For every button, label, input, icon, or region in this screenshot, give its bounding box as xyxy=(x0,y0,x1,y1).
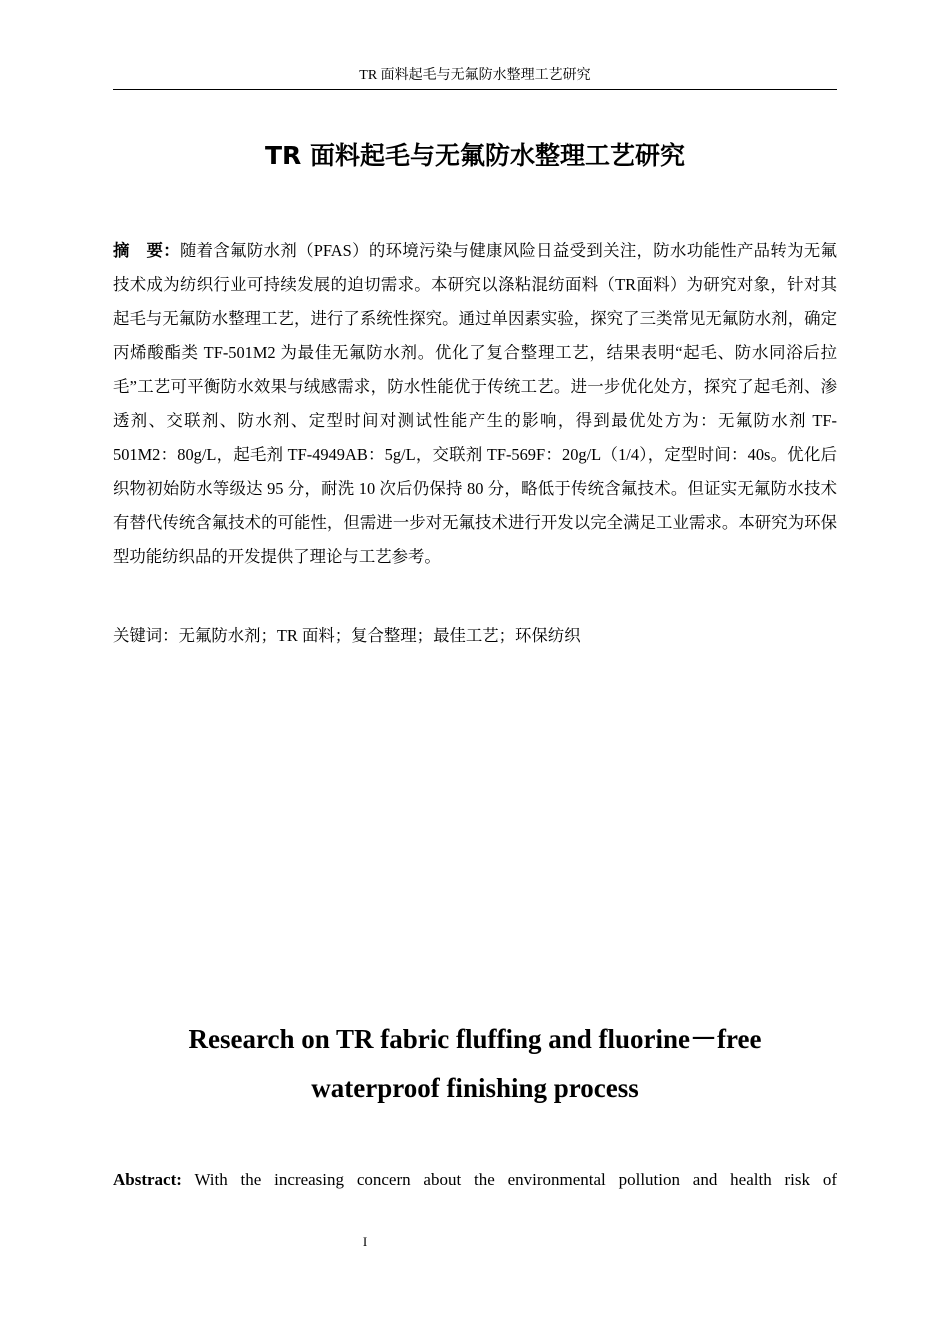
page-number: I xyxy=(362,1234,368,1249)
english-title xyxy=(113,1015,837,1113)
chinese-abstract-text: 随着含氟防水剂（PFAS）的环境污染与健康风险日益受到关注，防水功能性产品转为无氟技术成为纺织行业可持续发展的迫切需求。本研究以涤粘混纺面料（TR面料）为研究对象，针对其起毛与无氟防水整理工艺，进行了系统性探究。通过单因素实验，探究了三类常见无氟防水剂，确定丙烯酸酯类 TF-501M2 为最佳无氟防水剂。优化了复合整理工艺，结果表明“起毛、防水同浴后拉毛”工艺可平衡防水效果与绒感需求，防水性能优于传统工艺。进一步优化处方，探究了起毛剂、渗透剂、交联剂、防水剂、定型时间对测试性能产生的影响，得到最优处方为：无氟防水剂 TF-501M2：80g/L，起毛剂 TF-4949AB：5g/L，交联剂 TF-569F：20g/L（1/4），定型时间：40s。优化后织物初始防水等级达 95 分，耐洗 10 次后仍保持 80 分，略低于传统含氟技术。但证实无氟防水技术有替代传统含氟技术的可能性，但需进一步对无氟技术进行开发以完全满足工业需求。本研究为环保型功能纺织品的开发提供了理论与工艺参考。 xyxy=(113,241,838,566)
english-abstract-label: Abstract: xyxy=(113,1170,182,1189)
chinese-keywords xyxy=(113,619,837,653)
running-header: TR 面料起毛与无氟防水整理工艺研究 xyxy=(113,64,837,90)
english-title-line-1: Research on TR fabric fluffing and fluorine－free xyxy=(188,1024,762,1054)
chinese-keywords-text: 无氟防水剂；TR 面料；复合整理；最佳工艺；环保纺织 xyxy=(178,626,581,645)
chinese-abstract-label: 摘 要： xyxy=(113,241,180,260)
chinese-keywords-label: 关键词： xyxy=(113,626,179,645)
english-title-line-2: waterproof finishing process xyxy=(311,1073,639,1103)
chinese-abstract xyxy=(113,234,837,574)
chinese-title: TR 面料起毛与无氟防水整理工艺研究 xyxy=(264,141,685,170)
english-abstract-text: With the increasing concern about the environmental pollution and health risk of xyxy=(194,1170,837,1189)
english-abstract xyxy=(113,1166,837,1194)
